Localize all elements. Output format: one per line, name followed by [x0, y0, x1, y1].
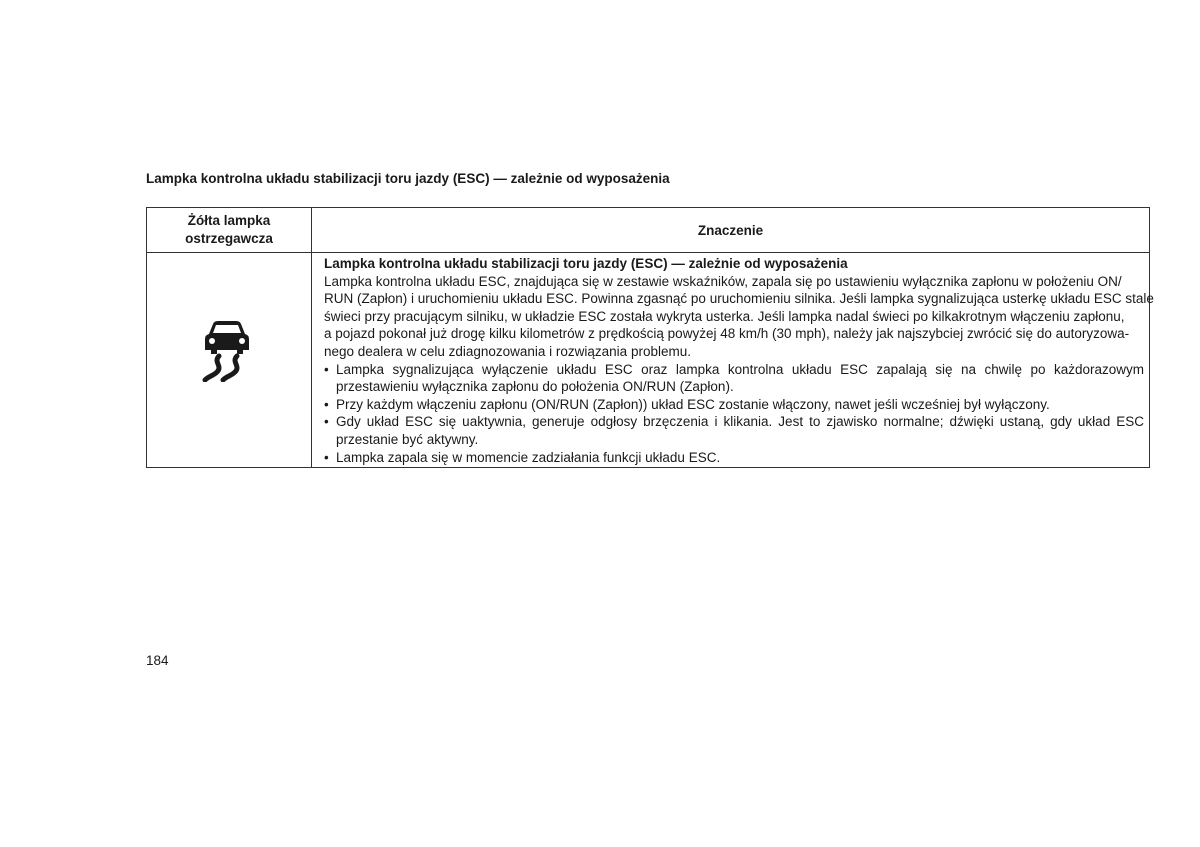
- bullet-list: [324, 361, 1144, 467]
- header-warning-light: Żółta lampka ostrzegawcza: [185, 213, 273, 246]
- warning-light-table: [146, 207, 1154, 468]
- bullet-item: • Lampka sygnalizująca wyłączenie układu ESC oraz lampka kontrolna układu ESC zapalają się na chwilę po każdorazowym przestawieniu wyłącznika zapłonu do położenia ON/RUN (Zapłon).: [324, 361, 1144, 396]
- meaning-cell: [324, 255, 1154, 466]
- bullet-item: • Lampka zapala się w momencie zadziałania funkcji układu ESC.: [324, 449, 1144, 467]
- row-title: Lampka kontrolna układu stabilizacji toru jazdy (ESC) — zależnie od wyposażenia: [324, 256, 848, 271]
- paragraph-line: a pojazd pokonał już drogę kilku kilometrów z prędkością powyżej 48 km/h (30 mph), należy jak najszybciej zwrócić się do autoryzowa-: [324, 326, 1130, 342]
- paragraph-line: nego dealera w celu zdiagnozowania i rozwiązania problemu.: [324, 343, 691, 359]
- section-heading: Lampka kontrolna układu stabilizacji toru jazdy (ESC) — zależnie od wyposażenia: [146, 171, 670, 186]
- paragraph-line: świeci przy pracującym silniku, w układzie ESC została wykryta usterka. Jeśli lampka nadal świeci po kilkakrotnym włączeniu zapłonu,: [324, 308, 1125, 324]
- bullet-item: • Gdy układ ESC się uaktywnia, generuje odgłosy brzęczenia i klikania. Jest to zjawisko normalne; dźwięki ustaną, gdy układ ESC przestanie być aktywny.: [324, 413, 1144, 448]
- esc-skidding-car-icon: [199, 320, 255, 382]
- table-header-row: [147, 208, 1149, 253]
- description-paragraph: [324, 273, 1154, 361]
- paragraph-line: Lampka kontrolna układu ESC, znajdująca się w zestawie wskaźników, zapala się po ustawieniu wyłącznika zapłonu w położeniu ON/: [324, 273, 1122, 289]
- page-number: 184: [146, 653, 169, 668]
- header-meaning: Znaczenie: [697, 222, 764, 238]
- paragraph-line: RUN (Zapłon) i uruchomieniu układu ESC. Powinna zgasnąć po uruchomieniu silnika. Jeśli lampka sygnalizująca usterkę układu ESC stale: [324, 291, 1154, 307]
- bullet-item: • Przy każdym włączeniu zapłonu (ON/RUN (Zapłon)) układ ESC zostanie włączony, nawet jeśli wcześniej był wyłączony.: [324, 396, 1144, 414]
- icon-cell: [147, 253, 311, 468]
